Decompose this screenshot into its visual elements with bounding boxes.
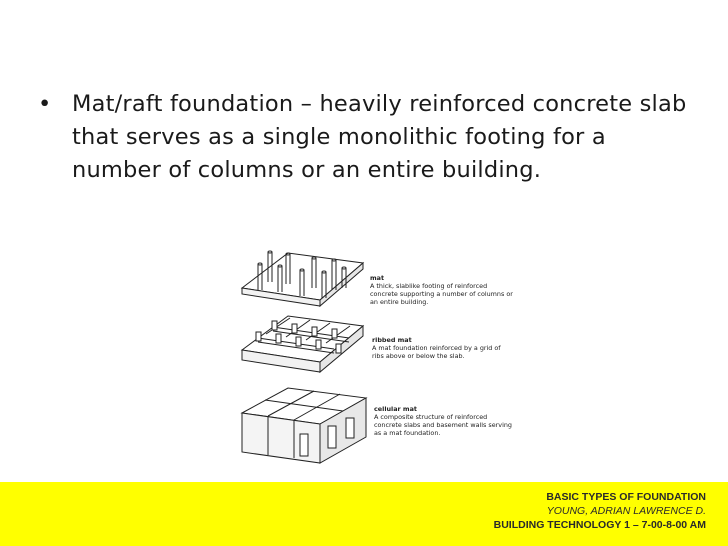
label-cellular-desc-2: concrete slabs and basement walls serving — [374, 421, 512, 429]
foundation-diagram — [228, 248, 518, 480]
footer-bar — [0, 482, 728, 546]
bullet-text: Mat/raft foundation – heavily reinforced concrete slab that serves as a single monolithic footing for a number of columns or an entire building. — [72, 91, 687, 183]
label-ribbed-title: ribbed mat — [372, 336, 412, 344]
label-mat-desc-3: an entire building. — [370, 298, 429, 306]
footer-author: YOUNG, ADRIAN LAWRENCE D. — [546, 505, 706, 517]
label-ribbed-desc-2: ribs above or below the slab. — [372, 352, 465, 360]
label-cellular-desc-1: A composite structure of reinforced — [374, 413, 488, 421]
label-cellular-title: cellular mat — [374, 405, 417, 413]
footer-course: BUILDING TECHNOLOGY 1 – 7-00-8-00 AM — [493, 519, 706, 531]
label-mat-title: mat — [370, 274, 385, 282]
label-mat-desc-2: concrete supporting a number of columns or — [370, 290, 513, 298]
bullet-marker: • — [38, 91, 52, 117]
mat-foundation-illustration — [228, 248, 518, 480]
label-mat-desc-1: A thick, slablike footing of reinforced — [370, 282, 488, 290]
bullet-item — [38, 88, 698, 187]
footer-topic: BASIC TYPES OF FOUNDATION — [546, 491, 706, 503]
label-ribbed-desc-1: A mat foundation reinforced by a grid of — [372, 344, 501, 352]
label-cellular-desc-3: as a mat foundation. — [374, 429, 441, 437]
